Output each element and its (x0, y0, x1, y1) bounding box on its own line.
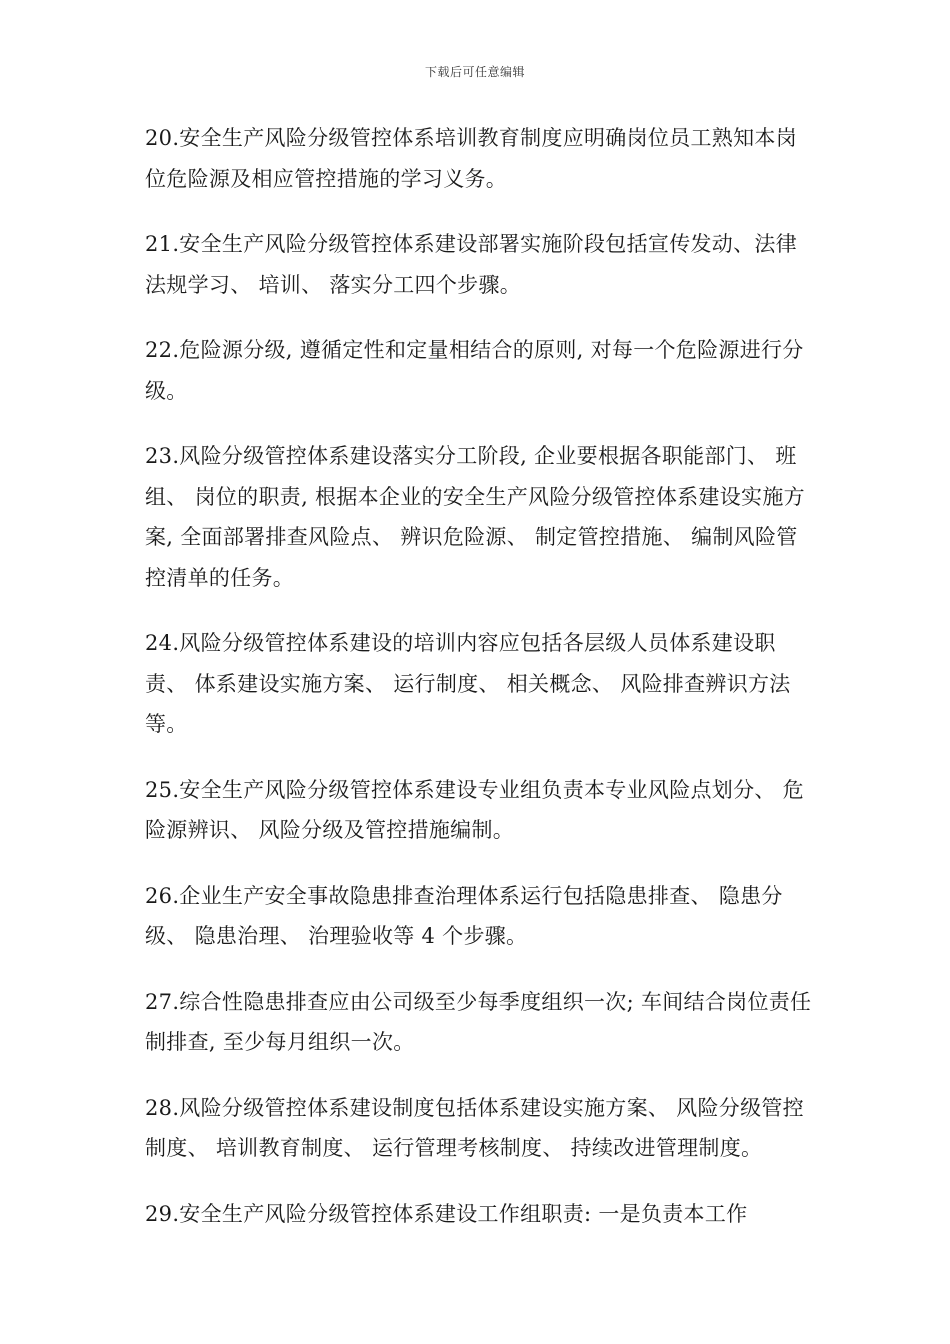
page-header: 下载后可任意编辑 (424, 65, 525, 79)
paragraph-27: 27.综合性隐患排查应由公司级至少每季度组织一次; 车间结合岗位责任制排查, 至少每月组织一次。 (145, 989, 812, 1054)
paragraph-26: 26.企业生产安全事故隐患排查治理体系运行包括隐患排查、 隐患分级、 隐患治理、 治理验收等 4 个步骤。 (145, 883, 783, 948)
paragraph-29: 29.安全生产风险分级管控体系建设工作组职责: 一是负责本工作 (145, 1201, 748, 1226)
paragraph-23: 23.风险分级管控体系建设落实分工阶段, 企业要根据各职能部门、 班组、 岗位的职责, 根据本企业的安全生产风险分级管控体系建设实施方案, 全面部署排查风险点、 辨识危险源、 制定管控措施、 编制风险管控清单的任务。 (145, 444, 805, 590)
paragraph-22: 22.危险源分级, 遵循定性和定量相结合的原则, 对每一个危险源进行分级。 (145, 338, 804, 403)
paragraph-24: 24.风险分级管控体系建设的培训内容应包括各层级人员体系建设职责、 体系建设实施方案、 运行制度、 相关概念、 风险排查辨识方法等。 (145, 631, 791, 736)
paragraph-21: 21.安全生产风险分级管控体系建设部署实施阶段包括宣传发动、法律法规学习、 培训、 落实分工四个步骤。 (145, 232, 797, 297)
document-body (145, 118, 813, 1259)
paragraph-20: 20.安全生产风险分级管控体系培训教育制度应明确岗位员工熟知本岗位危险源及相应管控措施的学习义务。 (145, 126, 797, 191)
paragraph-25: 25.安全生产风险分级管控体系建设专业组负责本专业风险点划分、 危险源辨识、 风险分级及管控措施编制。 (145, 777, 804, 842)
paragraph-28: 28.风险分级管控体系建设制度包括体系建设实施方案、 风险分级管控制度、 培训教育制度、 运行管理考核制度、 持续改进管理制度。 (145, 1095, 804, 1160)
